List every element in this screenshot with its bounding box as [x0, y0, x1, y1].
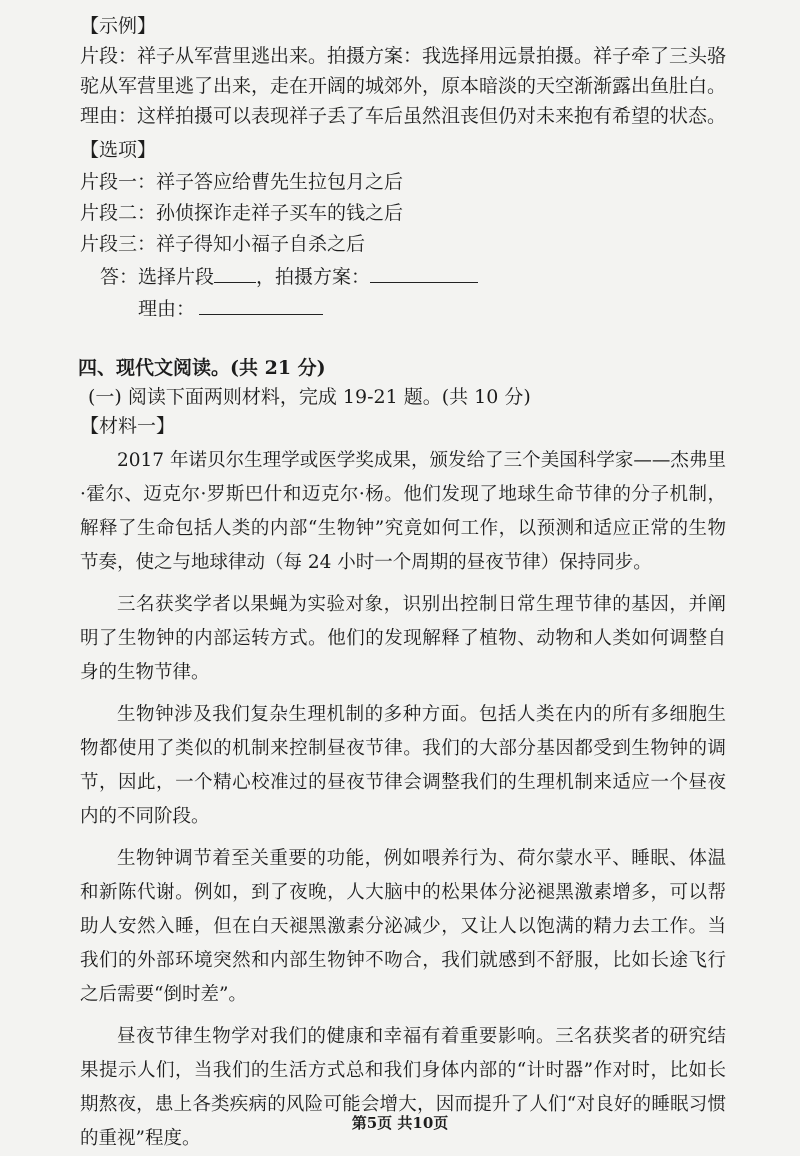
article-body — [80, 444, 726, 1156]
example-line: 驼从军营里逃了出来，走在开阔的城郊外，原本暗淡的天空渐渐露出鱼肚白。 — [80, 75, 727, 97]
option-item: 片段三：祥子得知小福子自杀之后 — [80, 233, 366, 255]
article-paragraph: 生物钟涉及我们复杂生理机制的多种方面。包括人类在内的所有多细胞生物都使用了类似的机制来控制昼夜节律。我们的大部分基因都受到生物钟的调节，因此，一个精心校准过的昼夜节律会调整我们的生理机制来适应一个昼夜内的不同阶段。 — [80, 704, 726, 827]
article-paragraph: 三名获奖学者以果蝇为实验对象，识别出控制日常生理节律的基因，并阐明了生物钟的内部运转方式。他们的发现解释了植物、动物和人类如何调整自身的生物节律。 — [80, 594, 726, 683]
answer-line — [100, 264, 478, 289]
page-number: 第5页 共10页 — [351, 1114, 449, 1132]
answer-prefix: 答：选择片段 — [100, 266, 215, 288]
example-line: 片段：祥子从军营里逃出来。拍摄方案：我选择用远景拍摄。祥子牵了三头骆 — [80, 45, 727, 67]
segment-blank[interactable] — [214, 264, 256, 283]
plan-blank[interactable] — [370, 264, 478, 283]
material-label: 【材料一】 — [80, 415, 176, 437]
example-line: 理由：这样拍摄可以表现祥子丢了车后虽然沮丧但仍对未来抱有希望的状态。 — [80, 105, 727, 127]
article-paragraph: 2017 年诺贝尔生理学或医学奖成果，颁发给了三个美国科学家——杰弗里·霍尔、迈克尔·罗斯巴什和迈克尔·杨。他们发现了地球生命节律的分子机制，解释了生命包括人类的内部“生物钟”究竟如何工作，以预测和适应正常的生物节奏，使之与地球律动（每 24 小时一个周期的昼夜节律）保持同步。 — [80, 450, 726, 573]
article-paragraph: 生物钟调节着至关重要的功能，例如喂养行为、荷尔蒙水平、睡眠、体温和新陈代谢。例如，到了夜晚，人大脑中的松果体分泌褪黑激素增多，可以帮助人安然入睡，但在白天褪黑激素分泌减少，又让人以饱满的精力去工作。当我们的外部环境突然和内部生物钟不吻合，我们就感到不舒服，比如长途飞行之后需要“倒时差”。 — [80, 848, 726, 1005]
section-subtitle: (一) 阅读下面两则材料，完成 19-21 题。(共 10 分) — [88, 386, 531, 408]
options-header: 【选项】 — [80, 139, 157, 161]
reason-line — [138, 296, 323, 321]
section-title: 四、现代文阅读。(共 21 分) — [78, 357, 326, 379]
answer-middle: ，拍摄方案： — [256, 266, 371, 288]
option-item: 片段一：祥子答应给曹先生拉包月之后 — [80, 171, 404, 193]
article-paragraph: 昼夜节律生物学对我们的健康和幸福有着重要影响。三名获奖者的研究结果提示人们，当我们的生活方式总和我们身体内部的“计时器”作对时，比如长期熬夜，患上各类疾病的风险可能会增大，因而提升了人们“对良好的睡眠习惯的重视”程度。 — [80, 1026, 726, 1149]
reason-blank[interactable] — [199, 296, 323, 315]
reason-label: 理由： — [138, 298, 196, 320]
option-item: 片段二：孙侦探诈走祥子买车的钱之后 — [80, 202, 404, 224]
example-header: 【示例】 — [80, 15, 157, 37]
